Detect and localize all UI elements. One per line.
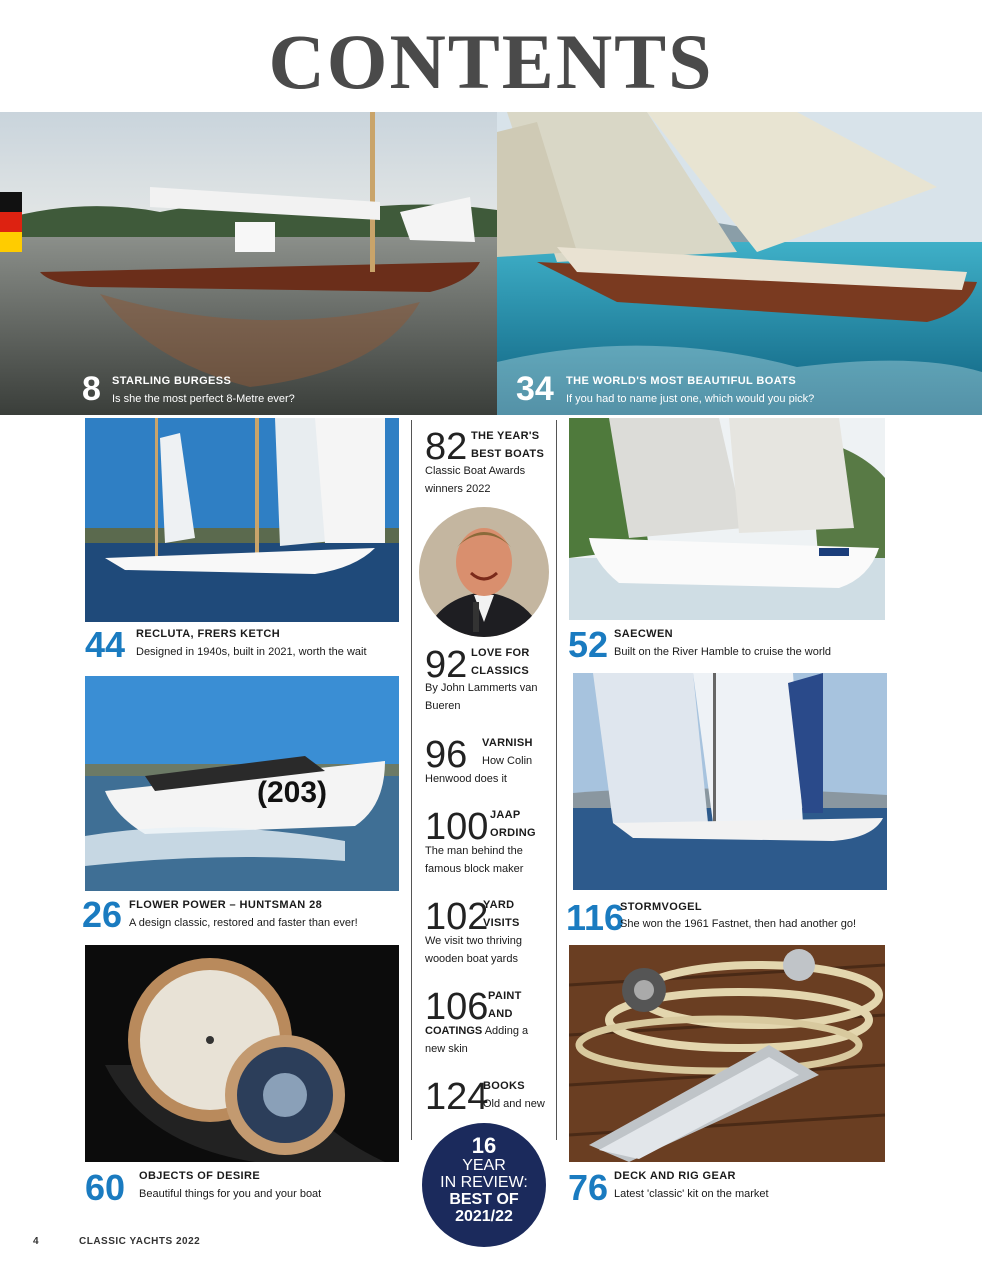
feature-desc: A design classic, restored and faster than ever!	[129, 917, 358, 929]
feature-desc: Designed in 1940s, built in 2021, worth the wait	[136, 646, 367, 658]
beautiful-boats-photo[interactable]	[497, 112, 982, 415]
year-in-review-badge[interactable]	[422, 1123, 546, 1247]
feature-number: 8	[82, 370, 101, 408]
middle-number: 82	[425, 426, 468, 468]
middle-desc: How Colin	[482, 755, 533, 767]
feature-desc: Latest 'classic' kit on the market	[614, 1188, 769, 1200]
feature-number: 60	[85, 1167, 126, 1208]
page-number: 4	[33, 1236, 40, 1247]
motor-launch-image	[85, 676, 399, 891]
middle-title[interactable]: JAAP ORDING	[490, 809, 536, 839]
feature-number: 26	[82, 894, 123, 935]
feature-desc: If you had to name just one, which would you pick?	[566, 393, 815, 405]
middle-desc: Old and new	[483, 1098, 545, 1110]
watch-image	[85, 945, 399, 1162]
middle-desc: We visit two thriving wooden boat yards	[425, 935, 522, 965]
middle-number: 106	[425, 986, 489, 1028]
feature-title[interactable]: DECK AND RIG GEAR	[614, 1170, 736, 1182]
feature-title[interactable]: SAECWEN	[614, 628, 674, 640]
middle-title[interactable]: BOOKS	[483, 1080, 525, 1092]
badge-line3: BEST OF	[449, 1191, 519, 1208]
middle-desc-cont: Henwood does it	[425, 773, 507, 785]
middle-desc: COATINGS Adding a new skin	[425, 1025, 529, 1055]
hull-number: (203)	[257, 776, 328, 809]
yacht-calm-water-image	[0, 112, 497, 415]
feature-desc: She won the 1961 Fastnet, then had another go!	[620, 918, 857, 930]
ketch-sailing-image	[573, 673, 887, 890]
feature-title[interactable]: STORMVOGEL	[620, 901, 703, 913]
column-divider-left	[411, 420, 412, 1140]
middle-number: 102	[425, 896, 489, 938]
feature-desc: Built on the River Hamble to cruise the world	[614, 646, 832, 658]
badge-line4: 2021/22	[455, 1208, 513, 1225]
middle-title[interactable]: LOVE FOR CLASSICS	[471, 647, 530, 677]
middle-desc: By John Lammerts van Bueren	[425, 682, 538, 712]
feature-desc: Beautiful things for you and your boat	[139, 1188, 322, 1200]
saecwen-photo[interactable]	[569, 418, 885, 620]
middle-title[interactable]: VARNISH	[482, 737, 533, 749]
middle-title[interactable]: PAINT AND	[488, 990, 522, 1020]
feature-title[interactable]: THE WORLD'S MOST BEAUTIFUL BOATS	[566, 375, 797, 387]
feature-title[interactable]: OBJECTS OF DESIRE	[139, 1170, 261, 1182]
feature-desc: Is she the most perfect 8-Metre ever?	[112, 393, 295, 405]
portrait-photo	[419, 507, 549, 637]
feature-number: 44	[85, 624, 126, 665]
feature-number: 52	[568, 624, 609, 665]
middle-desc: The man behind the famous block maker	[425, 845, 524, 875]
middle-desc: Classic Boat Awards winners 2022	[425, 465, 526, 495]
feature-title[interactable]: FLOWER POWER – HUNTSMAN 28	[129, 899, 323, 911]
page-title: CONTENTS	[268, 18, 714, 105]
badge-line1: YEAR	[462, 1157, 506, 1174]
starling-burgess-photo[interactable]	[0, 112, 497, 415]
publication-name: CLASSIC YACHTS 2022	[79, 1236, 201, 1247]
middle-number: 96	[425, 734, 468, 776]
middle-title[interactable]: THE YEAR'S BEST BOATS	[471, 430, 545, 460]
cruising-yacht-image	[569, 418, 885, 620]
middle-number: 124	[425, 1076, 489, 1118]
huntsman-photo[interactable]	[85, 676, 399, 891]
feature-title[interactable]: STARLING BURGESS	[112, 375, 232, 387]
feature-number: 76	[568, 1167, 609, 1208]
middle-number: 100	[425, 806, 489, 848]
person-portrait-image	[419, 507, 549, 637]
rope-and-block-image	[569, 945, 885, 1162]
objects-photo[interactable]	[85, 945, 399, 1162]
recluta-photo[interactable]	[85, 418, 399, 622]
badge-number: 16	[471, 1133, 497, 1158]
deck-gear-photo[interactable]	[569, 945, 885, 1162]
badge-line2: IN REVIEW:	[440, 1174, 528, 1191]
stormvogel-photo[interactable]	[573, 673, 887, 890]
gaff-cutter-image	[497, 112, 982, 415]
feature-title[interactable]: RECLUTA, FRERS KETCH	[136, 628, 281, 640]
middle-number: 92	[425, 644, 468, 686]
feature-number: 116	[566, 897, 625, 938]
ketch-image	[85, 418, 399, 622]
middle-title[interactable]: YARD VISITS	[483, 899, 520, 929]
feature-number: 34	[516, 370, 554, 408]
